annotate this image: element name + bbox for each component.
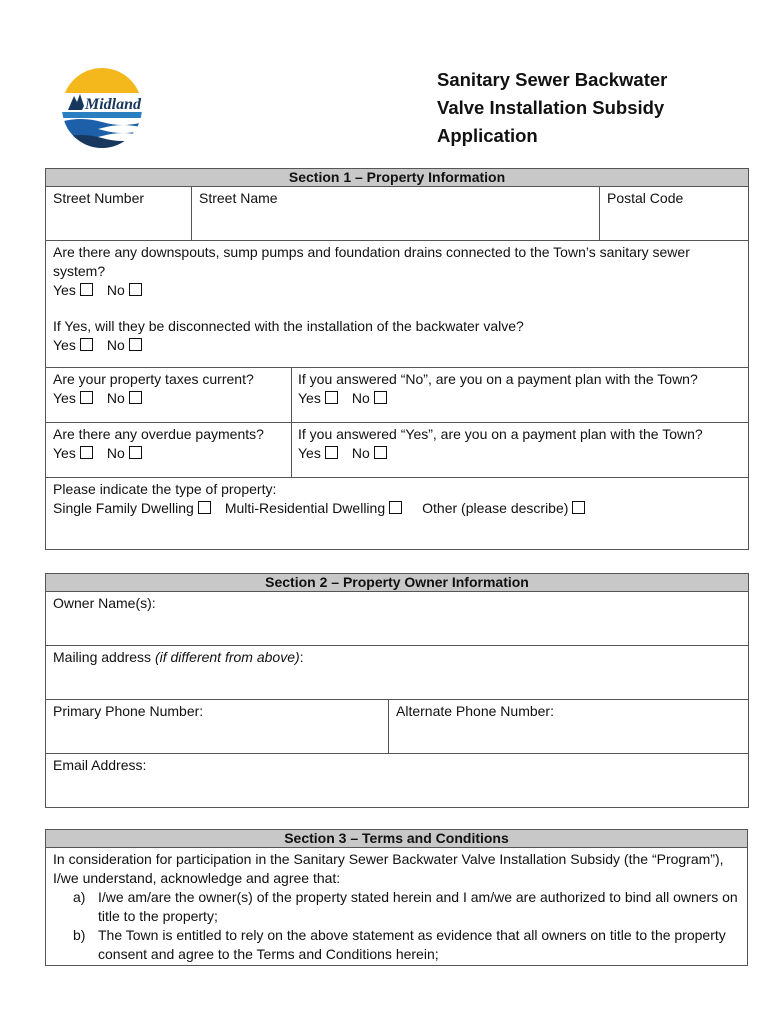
disconnected-yes-checkbox[interactable] [80,338,93,351]
overdue-plan-question: If you answered “Yes”, are you on a payment plan with the Town? [298,426,703,442]
taxes-payment-plan-cell [292,368,749,423]
taxes-current-cell [46,368,292,423]
multi-residential-label: Multi-Residential Dwelling [224,500,386,516]
midland-logo-graphic [60,66,144,150]
section-1-property-information [45,168,749,550]
connected-question: Are there any downspouts, sump pumps and foundation drains connected to the Town’s sanitary sewer system? [53,244,690,279]
mailing-address-label: Mailing address (if different from above): [53,649,304,665]
overdue-yes-checkbox[interactable] [80,446,93,459]
title-line-3: Application [437,125,538,146]
taxes-no-checkbox[interactable] [129,391,142,404]
taxes-plan-no-checkbox[interactable] [374,391,387,404]
street-name-label: Street Name [199,190,278,206]
postal-code-field[interactable] [600,187,749,241]
street-number-label: Street Number [53,190,145,206]
disconnected-no-checkbox[interactable] [129,338,142,351]
property-type-question: Please indicate the type of property: [53,481,277,497]
taxes-plan-no-label: No [351,390,370,406]
title-line-1: Sanitary Sewer Backwater [437,69,668,90]
alternate-phone-label: Alternate Phone Number: [396,703,554,719]
disconnected-no-label: No [106,337,125,353]
connected-yes-label: Yes [53,282,76,298]
terms-body [46,848,748,966]
section-2-header: Section 2 – Property Owner Information [46,574,749,592]
taxes-plan-yes-label: Yes [298,390,321,406]
connected-no-label: No [106,282,125,298]
single-family-label: Single Family Dwelling [53,500,194,516]
terms-item-a: a) I/we am/are the owner(s) of the property stated herein and I am/we are authorized to bind all owners on title to the property; [73,889,738,924]
terms-intro: In consideration for participation in the Sanitary Sewer Backwater Valve Installation Subsidy (the “Program”), I/we understand, acknowledge and agree that: [53,851,724,886]
connected-yes-checkbox[interactable] [80,283,93,296]
owner-names-field[interactable] [46,592,749,646]
street-number-field[interactable] [46,187,192,241]
primary-phone-field[interactable] [46,700,389,754]
taxes-yes-label: Yes [53,390,76,406]
disconnected-options [53,336,741,355]
primary-phone-label: Primary Phone Number: [53,703,204,719]
other-type-label: Other (please describe) [422,500,569,516]
taxes-plan-question: If you answered “No”, are you on a payment plan with the Town? [298,371,698,387]
midland-logo [60,66,144,150]
taxes-plan-yes-checkbox[interactable] [325,391,338,404]
taxes-no-label: No [106,390,125,406]
connection-questions [46,241,749,368]
overdue-payments-cell [46,423,292,478]
email-field[interactable] [46,754,749,808]
mailing-address-field[interactable] [46,646,749,700]
alternate-phone-field[interactable] [389,700,749,754]
overdue-no-label: No [106,445,125,461]
connected-options [53,281,741,300]
section-1-header: Section 1 – Property Information [46,169,749,187]
taxes-yes-checkbox[interactable] [80,391,93,404]
email-label: Email Address: [53,757,147,773]
section-3-terms-and-conditions [45,829,748,966]
overdue-question: Are there any overdue payments? [53,426,264,442]
overdue-payment-plan-cell [292,423,749,478]
other-type-checkbox[interactable] [572,501,585,514]
taxes-question: Are your property taxes current? [53,371,254,387]
title-line-2: Valve Installation Subsidy [437,97,665,118]
section-2-owner-information [45,573,749,808]
postal-code-label: Postal Code [607,190,684,206]
overdue-plan-yes-label: Yes [298,445,321,461]
svg-text:Midland: Midland [85,96,142,113]
overdue-plan-no-label: No [351,445,370,461]
multi-residential-checkbox[interactable] [389,501,402,514]
overdue-no-checkbox[interactable] [129,446,142,459]
disconnected-question: If Yes, will they be disconnected with the installation of the backwater valve? [53,318,524,334]
disconnected-yes-label: Yes [53,337,76,353]
terms-item-b: b) The Town is entitled to rely on the above statement as evidence that all owners on title to the property consent and agree to the Terms and Conditions herein; [73,927,726,962]
street-name-field[interactable] [192,187,600,241]
property-type-cell [46,478,749,550]
single-family-checkbox[interactable] [198,501,211,514]
section-3-header: Section 3 – Terms and Conditions [46,830,748,848]
page-title [437,66,737,150]
owner-names-label: Owner Name(s): [53,595,156,611]
connected-no-checkbox[interactable] [129,283,142,296]
overdue-plan-no-checkbox[interactable] [374,446,387,459]
overdue-yes-label: Yes [53,445,76,461]
terms-list [53,888,740,964]
overdue-plan-yes-checkbox[interactable] [325,446,338,459]
